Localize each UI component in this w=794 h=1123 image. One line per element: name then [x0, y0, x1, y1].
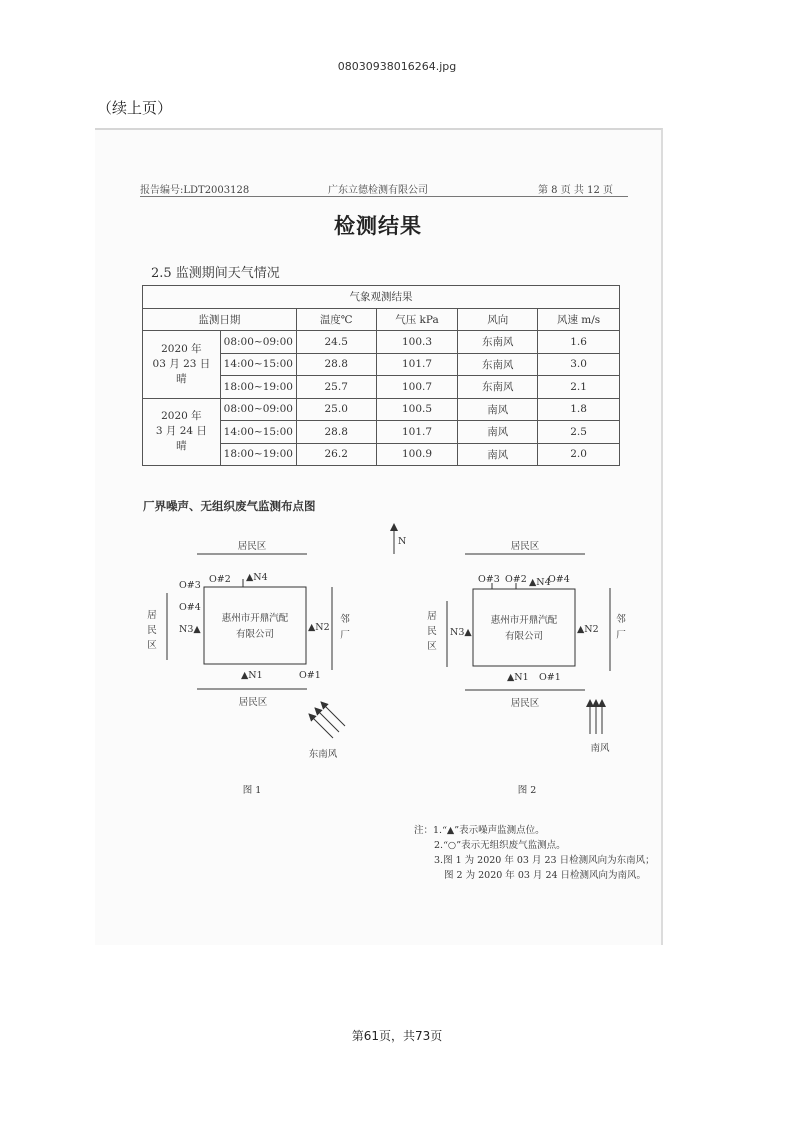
wind-speed-cell: 2.1: [538, 376, 620, 399]
note-line: 3.图 1 为 2020 年 03 月 23 日检测风向为东南风；: [434, 855, 655, 866]
date-day: 3 月 24 日: [155, 425, 207, 438]
notes-block: [414, 823, 655, 883]
neighbor-right-char: 邻: [616, 614, 626, 625]
figure-2-caption: 图 2: [517, 785, 537, 796]
note-line: 图 2 为 2020 年 03 月 24 日检测风向为南风。: [444, 870, 647, 881]
temp-cell: 28.8: [296, 421, 376, 444]
wind-arrow-icon: [321, 702, 345, 726]
temp-cell: 28.8: [296, 353, 376, 376]
residential-left-char: 区: [147, 640, 157, 651]
report-number: 报告编号:LDT2003128: [140, 185, 250, 196]
wind-dir-cell: 东南风: [458, 331, 538, 354]
continued-label: （续上页）: [97, 99, 173, 117]
residential-left-char: 居: [427, 611, 437, 622]
factory-name-line1: 惠州市开鼎汽配: [490, 615, 558, 626]
temp-cell: 24.5: [296, 331, 376, 354]
point-o2: O#2: [209, 574, 231, 585]
factory-box: [204, 587, 306, 664]
residential-left-char: 民: [147, 625, 157, 636]
wind-arrow-icon: [309, 714, 333, 738]
north-label: N: [398, 536, 407, 547]
figure-1: [147, 541, 350, 796]
point-o1: O#1: [299, 670, 321, 681]
point-o4: O#4: [548, 574, 570, 585]
residential-left-char: 区: [427, 641, 437, 652]
residential-bottom-label: 居民区: [510, 698, 540, 709]
neighbor-right-char: 厂: [616, 630, 626, 641]
point-o3: O#3: [179, 580, 201, 591]
wind-dir-cell: 南风: [458, 443, 538, 466]
wind-speed-cell: 2.5: [538, 421, 620, 444]
residential-left-char: 居: [147, 610, 157, 621]
wind-speed-cell: 2.0: [538, 443, 620, 466]
factory-name-line1: 惠州市开鼎汽配: [221, 613, 289, 624]
wind-dir-cell: 东南风: [458, 376, 538, 399]
point-o4: O#4: [179, 602, 201, 613]
point-n1: ▲N1: [241, 670, 263, 681]
point-n4: ▲N4: [246, 572, 268, 583]
point-o1: O#1: [539, 672, 561, 683]
temp-cell: 25.0: [296, 398, 376, 421]
report-page-info: 第 8 页 共 12 页: [538, 185, 613, 196]
report-company: 广东立德检测有限公司: [328, 185, 428, 196]
scanned-report-page: [95, 128, 663, 945]
time-cell: 08:00~09:00: [220, 331, 296, 354]
note-line: 2.“○”表示无组织废气监测点。: [434, 840, 566, 851]
header-wind-speed: 风速 m/s: [538, 308, 620, 331]
diagram-title: 厂界噪声、无组织废气监测布点图: [143, 499, 316, 513]
date-weather: 晴: [176, 372, 187, 385]
pressure-cell: 101.7: [376, 353, 458, 376]
point-n3: N3▲: [179, 624, 201, 635]
factory-name-line2: 有限公司: [235, 629, 275, 640]
wind-arrow-icon: [315, 708, 339, 732]
date-year: 2020 年: [161, 410, 202, 423]
time-cell: 08:00~09:00: [220, 398, 296, 421]
residential-bottom-label: 居民区: [238, 697, 268, 708]
header-pressure: 气压 kPa: [376, 308, 458, 331]
wind-label-fig1: 东南风: [308, 749, 338, 760]
wind-speed-cell: 3.0: [538, 353, 620, 376]
point-n2: ▲N2: [577, 624, 599, 635]
header-date: 监测日期: [143, 308, 297, 331]
page-number: 第61页，共73页: [351, 1029, 443, 1043]
point-n2: ▲N2: [308, 622, 330, 633]
residential-top-label: 居民区: [510, 541, 540, 552]
date-year: 2020 年: [161, 342, 202, 355]
time-cell: 18:00~19:00: [220, 443, 296, 466]
wind-dir-cell: 南风: [458, 398, 538, 421]
time-cell: 14:00~15:00: [220, 353, 296, 376]
time-cell: 14:00~15:00: [220, 421, 296, 444]
residential-left-char: 民: [427, 626, 437, 637]
factory-box: [473, 589, 575, 666]
pressure-cell: 101.7: [376, 421, 458, 444]
neighbor-right-char: 邻: [340, 614, 350, 625]
southeast-wind-arrows: [309, 702, 345, 738]
point-n4: ▲N4: [529, 577, 551, 588]
pressure-cell: 100.3: [376, 331, 458, 354]
page-title: 检测结果: [334, 213, 422, 238]
factory-name-line2: 有限公司: [504, 631, 544, 642]
wind-speed-cell: 1.6: [538, 331, 620, 354]
date-day: 03 月 23 日: [152, 357, 211, 370]
pressure-cell: 100.7: [376, 376, 458, 399]
residential-top-label: 居民区: [237, 541, 267, 552]
figure-2: [427, 541, 626, 796]
file-name: 08030938016264.jpg: [337, 60, 457, 73]
table-caption: 气象观测结果: [143, 286, 620, 309]
date-weather: 晴: [176, 440, 187, 453]
wind-dir-cell: 东南风: [458, 353, 538, 376]
neighbor-right-char: 厂: [340, 630, 350, 641]
figure-1-caption: 图 1: [242, 785, 262, 796]
north-arrow: [394, 524, 406, 554]
note-line: 注：1.“▲”表示噪声监测点位。: [414, 825, 545, 836]
header-temp: 温度℃: [296, 308, 376, 331]
temp-cell: 25.7: [296, 376, 376, 399]
point-n1: ▲N1: [507, 672, 529, 683]
point-n3: N3▲: [450, 627, 472, 638]
section-title: 2.5 监测期间天气情况: [151, 266, 280, 281]
point-o2: O#2: [505, 574, 527, 585]
point-o3: O#3: [478, 574, 500, 585]
wind-dir-cell: 南风: [458, 421, 538, 444]
temp-cell: 26.2: [296, 443, 376, 466]
pressure-cell: 100.9: [376, 443, 458, 466]
time-cell: 18:00~19:00: [220, 376, 296, 399]
wind-speed-cell: 1.8: [538, 398, 620, 421]
wind-label-fig2: 南风: [590, 743, 610, 754]
south-wind-arrows: [590, 700, 602, 734]
header-wind-dir: 风向: [458, 308, 538, 331]
pressure-cell: 100.5: [376, 398, 458, 421]
